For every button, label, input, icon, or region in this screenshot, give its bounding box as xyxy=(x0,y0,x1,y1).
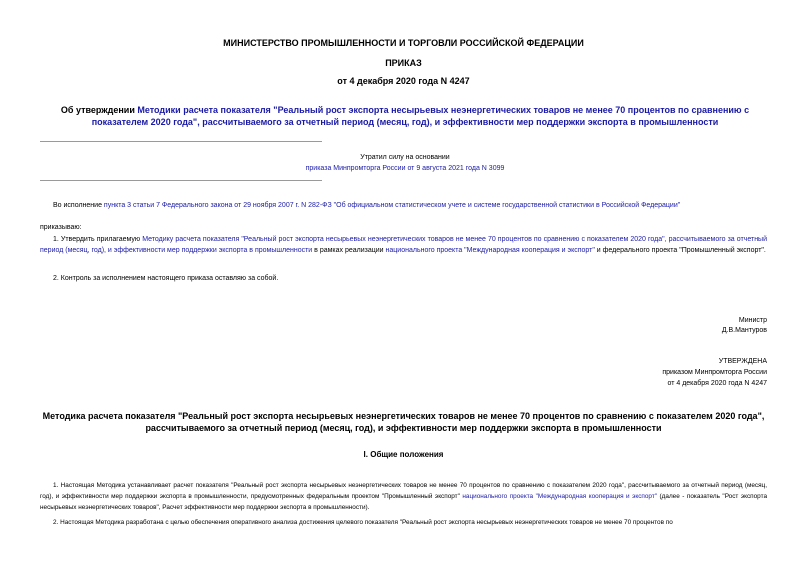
item-1-middle: в рамках реализации xyxy=(312,247,386,254)
paragraph-1-suffix: (далее - показатель "Рост экспорта несырьевых неэнергетических товаров", Расчет эффективности мер поддержки экспорта в промышленности). xyxy=(40,493,767,511)
signature-name: Д.В.Мантуров xyxy=(721,327,767,334)
repeal-order-link[interactable]: приказа Минпромторга России от 9 августа 2021 года N 3099 xyxy=(305,165,505,172)
paragraph-1 xyxy=(40,480,767,513)
item-1-methodology-link[interactable]: Методику расчета показателя "Реальный рост экспорта несырьевых неэнергетических товаров не менее 70 процентов по сравнению с показателем 2020 года", рассчитываемого за отчетный период (месяц, год), и эффективности мер поддержки экспорта в промышленности xyxy=(40,236,767,254)
divider-bottom xyxy=(40,180,322,181)
order-title-prefix: Об утверждении xyxy=(60,105,138,115)
federal-law-link[interactable]: пункта 3 статьи 7 Федерального закона от 29 ноября 2007 г. N 282-ФЗ "Об официальном статистическом учете и системе государственной статистики в Российской Федерации" xyxy=(103,202,681,209)
approval-line-1: УТВЕРЖДЕНА xyxy=(718,358,767,365)
item-2: 2. Контроль за исполнением настоящего приказа оставляю за собой. xyxy=(53,275,279,282)
approval-line-3: от 4 декабря 2020 года N 4247 xyxy=(667,380,767,387)
order-date-number: от 4 декабря 2020 года N 4247 xyxy=(337,76,470,86)
order-title xyxy=(40,104,770,128)
national-project-link[interactable]: национального проекта "Международная кооперация и экспорт" xyxy=(385,247,595,254)
methodology-link[interactable]: Методики расчета показателя "Реальный рост экспорта несырьевых неэнергетических товаров не менее 70 процентов по сравнению с показателем 2020 года", рассчитываемого за отчетный период (месяц, год), и эффективности мер поддержки экспорта в промышленности xyxy=(91,105,750,127)
divider-top xyxy=(40,141,322,142)
signature-position: Министр xyxy=(738,317,767,324)
section-heading: I. Общие положения xyxy=(363,450,444,459)
preamble xyxy=(53,202,773,209)
ministry-name: МИНИСТЕРСТВО ПРОМЫШЛЕННОСТИ И ТОРГОВЛИ РОССИЙСКОЙ ФЕДЕРАЦИИ xyxy=(223,38,584,48)
document-type: ПРИКАЗ xyxy=(385,58,422,68)
order-word: приказываю: xyxy=(40,224,82,231)
item-1-suffix: и федерального проекта "Промышленный экспорт". xyxy=(594,247,766,254)
paragraph-1-prefix: 1. Настоящая Методика устанавливает расчет показателя "Реальный рост экспорта несырьевых неэнергетических товаров не менее 70 процентов по сравнению с показателем 2020 года", рассчитываемого за отчетный период (месяц, год), и эффективности мер поддержки экспорта в промышленности, предусмотренных федеральным проектом "Промышленный экспорт" xyxy=(40,482,767,500)
approval-line-2: приказом Минпромторга России xyxy=(662,369,767,376)
preamble-prefix: Во исполнение xyxy=(53,202,104,209)
methodology-title: Методика расчета показателя "Реальный рост экспорта несырьевых неэнергетических товаров не менее 70 процентов по сравнению с показателем 2020 года", рассчитываемого за отчетный период (месяц, год), и эффективности мер поддержки экспорта в промышленности xyxy=(42,411,765,433)
item-1-prefix: 1. Утвердить прилагаемую xyxy=(53,236,143,243)
paragraph-2: 2. Настоящая Методика разработана с целью обеспечения оперативного анализа достижения целевого показателя "Реальный рост экспорта несырьевых неэнергетических товаров не менее 70 процентов по xyxy=(53,519,673,526)
item-1 xyxy=(40,234,767,256)
paragraph-1-national-project-link[interactable]: национального проекта "Международная кооперация и экспорт" xyxy=(462,493,658,500)
status-line: Утратил силу на основании xyxy=(360,154,450,161)
